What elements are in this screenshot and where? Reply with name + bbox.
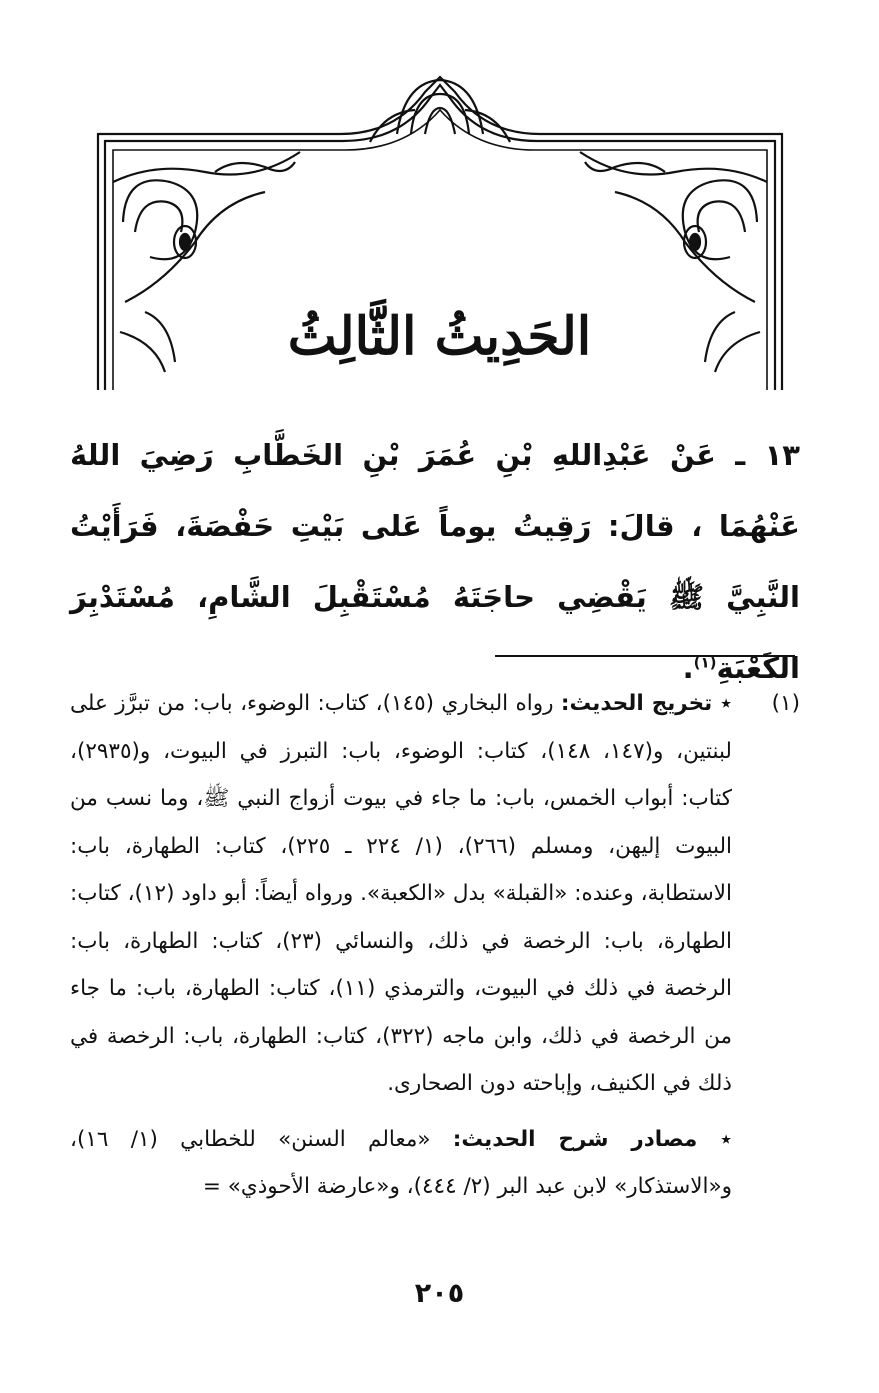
sources-text: «معالم السنن» للخطابي (١/ ١٦)، و«الاستذكار» لابن عبد البر (٢/ ٤٤٤)، و«عارضة الأحوذي» = — [70, 1126, 732, 1199]
sources-paragraph — [70, 1116, 732, 1211]
sources-label: ٭ مصادر شرح الحديث: — [452, 1126, 733, 1152]
hadith-end: . — [682, 651, 694, 685]
footnote-reference: (١) — [693, 653, 717, 672]
footnote-marker: (١) — [771, 691, 800, 716]
hadith-text — [70, 420, 800, 704]
page-number: ٢٠٥ — [414, 1278, 465, 1309]
takhrij-paragraph — [70, 680, 732, 1108]
chapter-title: الحَدِيثُ الثَّالِثُ — [287, 306, 592, 367]
hadith-body: ١٣ ـ عَنْ عَبْدِاللهِ بْنِ عُمَرَ بْنِ الخَطَّابِ رَضِيَ اللهُ عَنْهُمَا ، قالَ: رَقِيتُ يوماً عَلى بَيْتِ حَفْصَةَ، فَرَأَيْتُ النَّبِيَّ ﷺ يَقْضِي حاجَتَهُ مُسْتَقْبِلَ الشَّامِ، مُسْتَدْبِرَ الكَعْبَةِ — [70, 438, 800, 685]
footnote-body — [70, 680, 732, 1211]
footnote-separator — [495, 655, 795, 657]
takhrij-label: ٭ تخريج الحديث: — [560, 691, 733, 716]
takhrij-text: رواه البخاري (١٤٥)، كتاب: الوضوء، باب: من تبرَّز على لبنتين، و(١٤٧، ١٤٨)، كتاب: الوضوء، باب: التبرز في البيوت، و(٢٩٣٥)، كتاب: أبواب الخمس، باب: ما جاء في بيوت أزواج النبي ﷺ، وما نسب من البيوت إليهن، ومسلم (٢٦٦)، (١/ ٢٢٤ ـ ٢٢٥)، كتاب: الطهارة، باب: الاستطابة، وعنده: «القبلة» بدل «الكعبة». ورواه أيضاً: أبو داود (١٢)، كتاب: الطهارة، باب: الرخصة في ذلك، والنسائي (٢٣)، كتاب: الطهارة، باب: الرخصة في ذلك في البيوت، والترمذي (١١)، كتاب: الطهارة، باب: ما جاء من الرخصة في ذلك، وابن ماجه (٣٢٢)، كتاب: الطهارة، باب: الرخصة في ذلك في الكنيف، وإباحته دون الصحارى. — [70, 691, 733, 1096]
footnotes — [70, 680, 800, 1211]
